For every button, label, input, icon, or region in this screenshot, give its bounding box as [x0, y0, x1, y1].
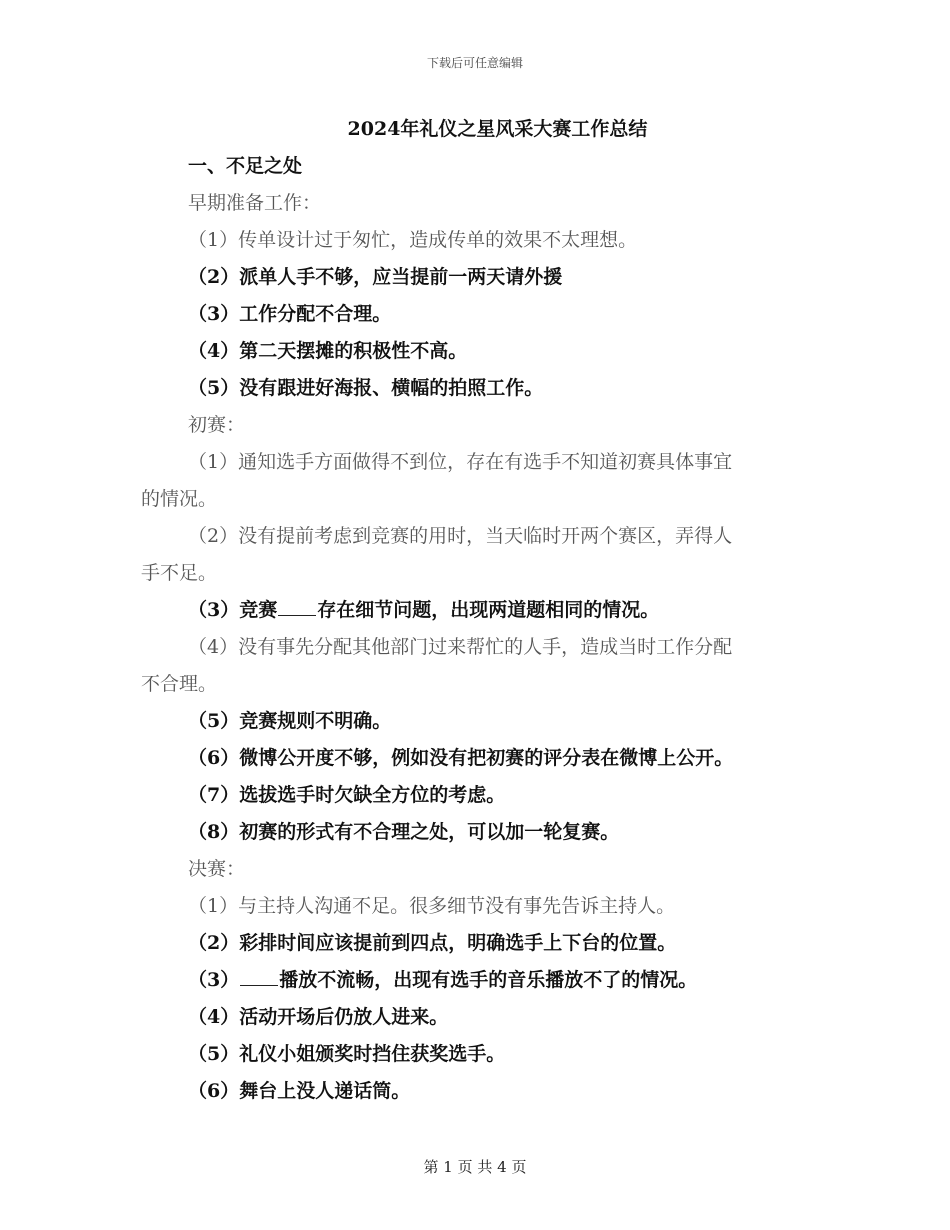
document-title: 2024年礼仪之星风采大赛工作总结	[347, 118, 648, 140]
final-item-2: （2）彩排时间应该提前到四点，明确选手上下台的位置。	[188, 932, 677, 954]
final-item-1: （1）与主持人沟通不足。很多细节没有事先告诉主持人。	[188, 895, 676, 917]
prelim-item-2-line-1: （2）没有提前考虑到竞赛的用时，当天临时开两个赛区，弄得人	[188, 525, 733, 547]
prep-item-1: （1）传单设计过于匆忙，造成传单的效果不太理想。	[188, 229, 638, 251]
final-item-3	[141, 962, 809, 999]
prelim-item-3	[141, 592, 809, 629]
final-item-3-post: 播放不流畅，出现有选手的音乐播放不了的情况。	[279, 969, 698, 991]
prelim-item-7: （7）选拔选手时欠缺全方位的考虑。	[188, 784, 506, 806]
prelim-item-4-line-1: （4）没有事先分配其他部门过来帮忙的人手，造成当时工作分配	[188, 636, 733, 658]
prelim-item-1-line-2: 的情况。	[141, 488, 218, 510]
section-heading: 一、不足之处	[188, 155, 303, 177]
prelim-item-2-line-2: 手不足。	[141, 562, 218, 584]
prep-heading: 早期准备工作：	[188, 192, 322, 214]
final-item-4: （4）活动开场后仍放人进来。	[188, 1006, 449, 1028]
prelim-item-4-line-2: 不合理。	[141, 673, 218, 695]
prep-item-4: （4）第二天摆摊的积极性不高。	[188, 340, 468, 362]
header-note: 下载后可任意编辑	[426, 56, 523, 70]
prep-item-2: （2）派单人手不够，应当提前一两天请外援	[188, 266, 563, 288]
prep-item-3: （3）工作分配不合理。	[188, 303, 392, 325]
prelim-item-3-post: 存在细节问题，出现两道题相同的情况。	[317, 599, 660, 621]
prelim-item-8: （8）初赛的形式有不合理之处，可以加一轮复赛。	[188, 821, 620, 843]
prelim-item-6: （6）微博公开度不够，例如没有把初赛的评分表在微博上公开。	[188, 747, 734, 769]
prelim-item-3-pre: （3）竞赛	[188, 599, 278, 621]
prelim-item-1-line-1: （1）通知选手方面做得不到位，存在有选手不知道初赛具体事宜	[188, 451, 733, 473]
fill-blank	[278, 614, 316, 616]
fill-blank	[240, 984, 278, 986]
final-heading: 决赛：	[188, 858, 246, 880]
final-item-5: （5）礼仪小姐颁奖时挡住获奖选手。	[188, 1043, 506, 1065]
final-item-6: （6）舞台上没人递话筒。	[188, 1080, 411, 1102]
final-item-3-pre: （3）	[188, 969, 240, 991]
page-footer: 第 1 页 共 4 页	[423, 1158, 527, 1176]
prep-item-5: （5）没有跟进好海报、横幅的拍照工作。	[188, 377, 544, 399]
document-body	[141, 148, 809, 1110]
prelim-item-5: （5）竞赛规则不明确。	[188, 710, 392, 732]
prelim-heading: 初赛：	[188, 414, 246, 436]
